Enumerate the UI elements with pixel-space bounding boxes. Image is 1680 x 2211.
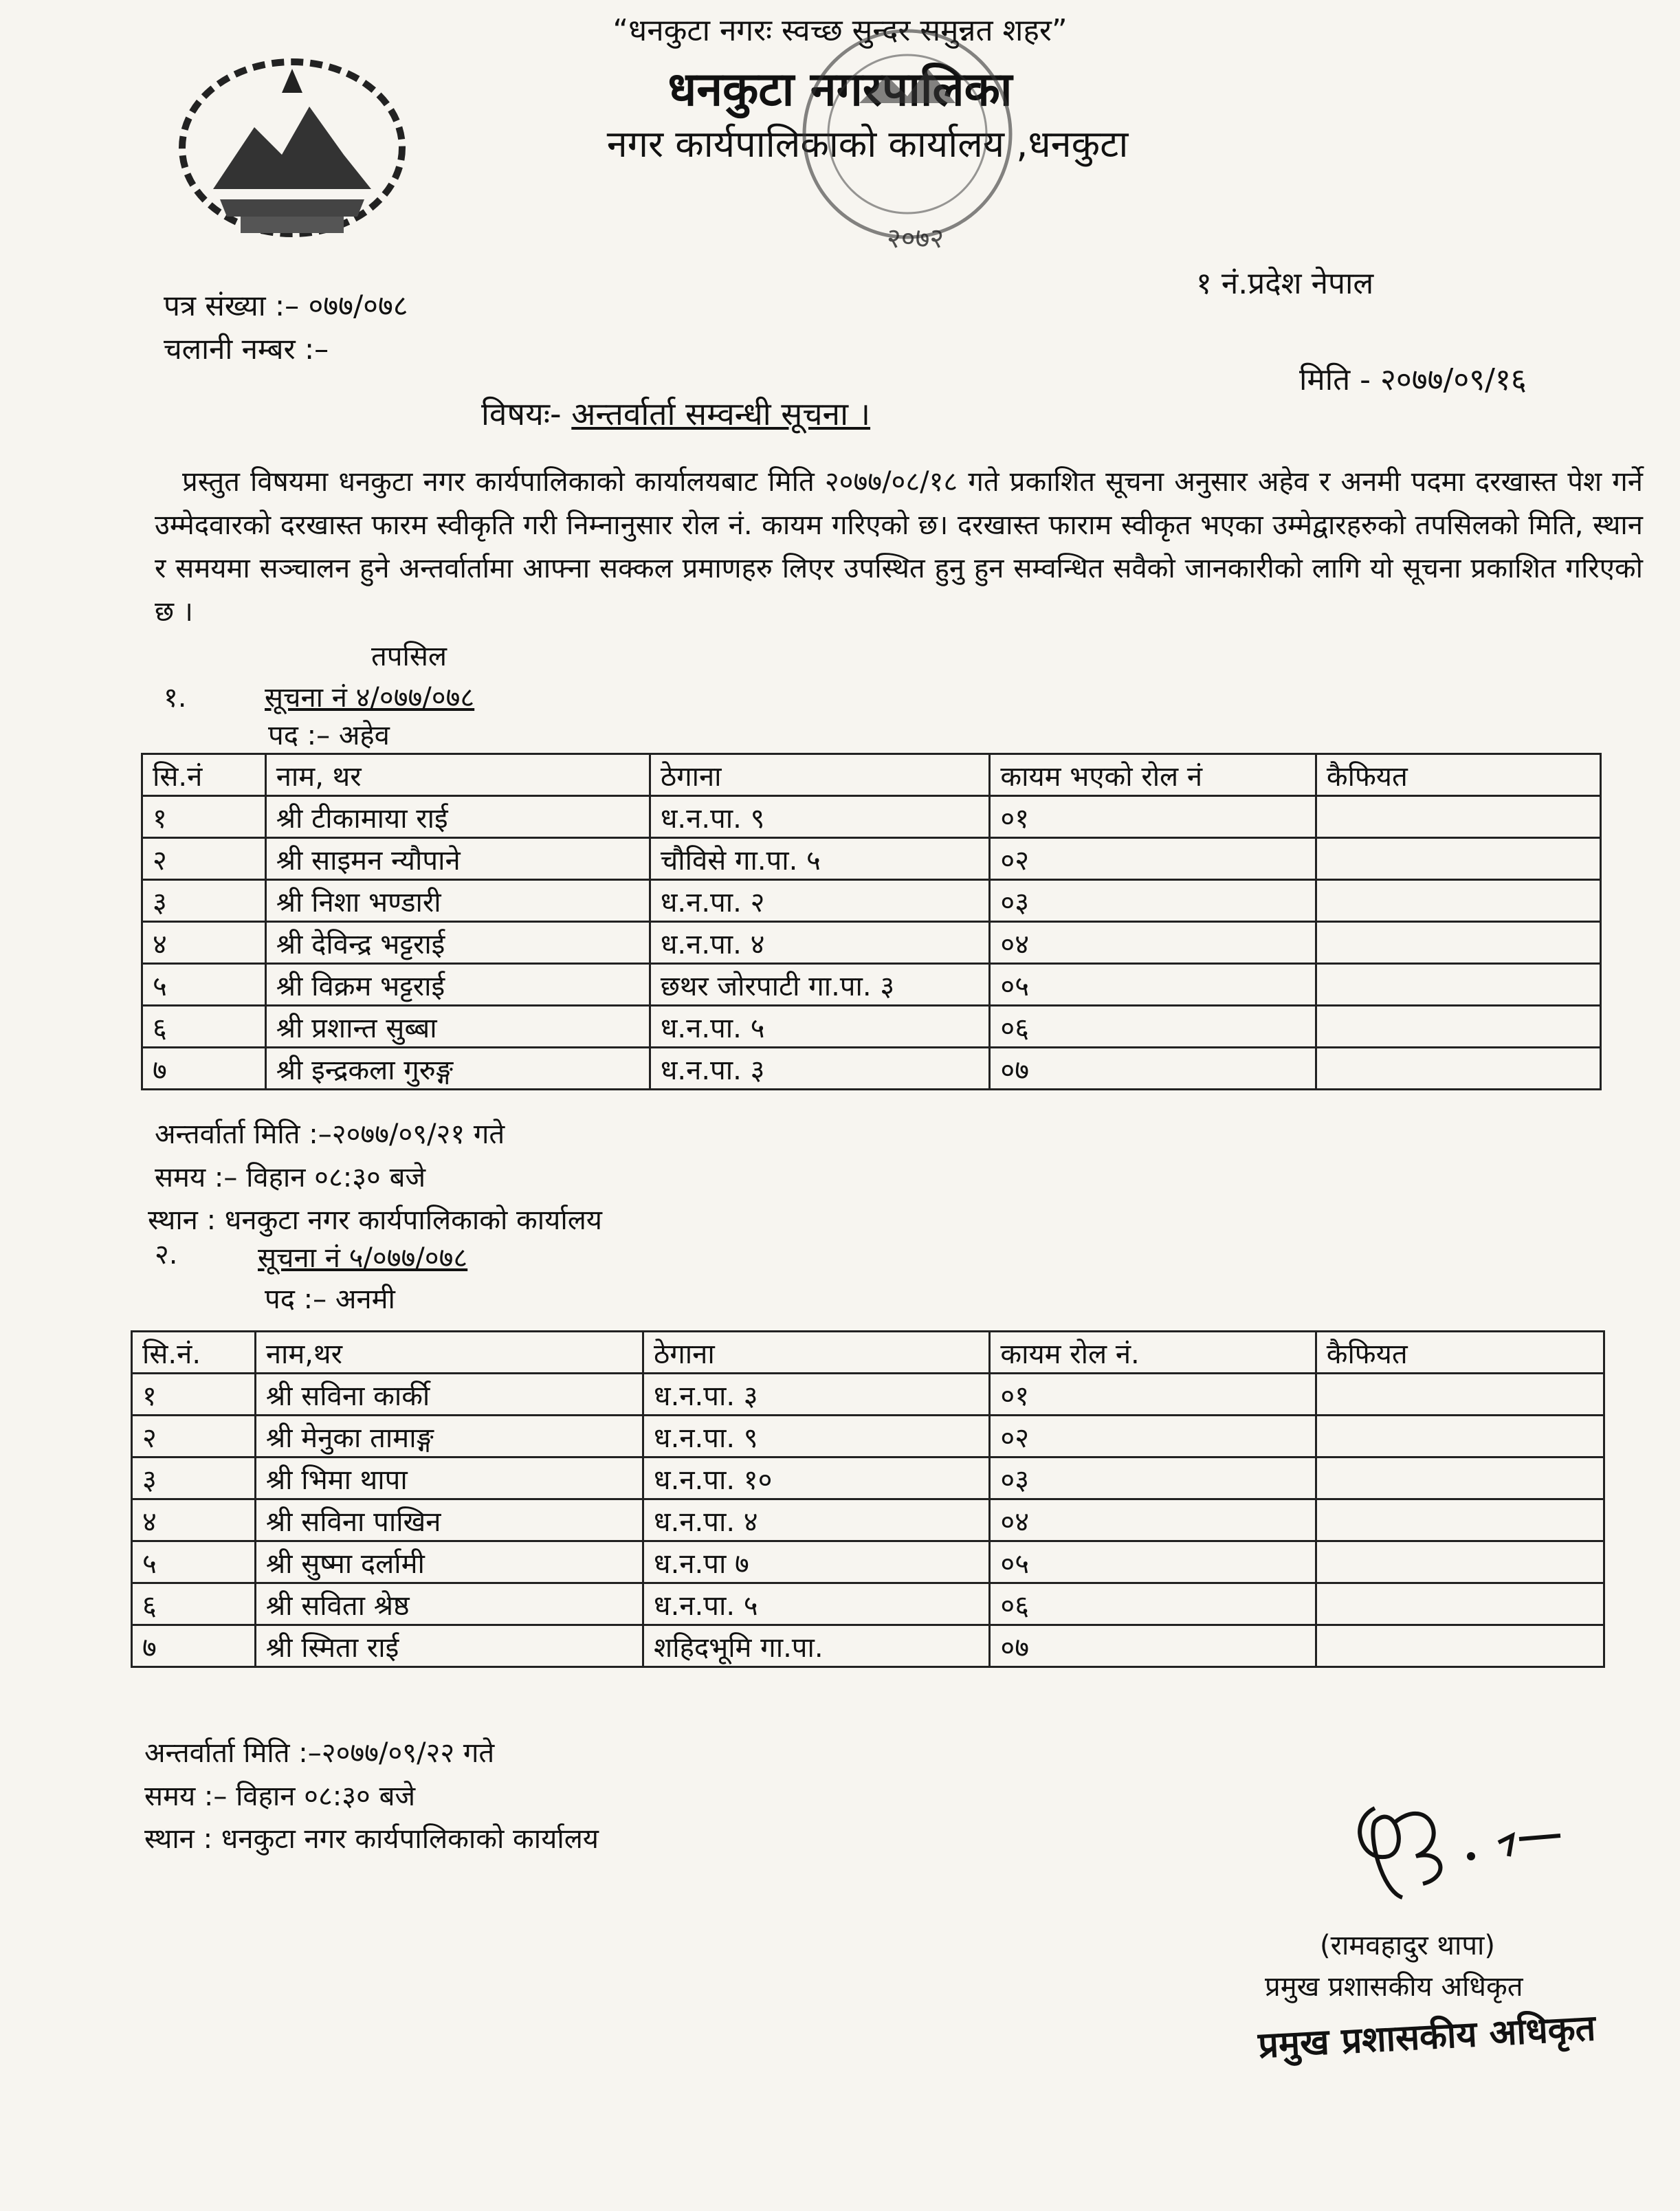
cell-remarks (1316, 922, 1600, 964)
table-row (142, 964, 1601, 1006)
cell-remarks (1316, 796, 1600, 838)
cell-address: ध.न.पा. ४ (650, 922, 990, 964)
post-label: पद :– अहेव (268, 720, 390, 751)
province-label: १ नं.प्रदेश नेपाल (1196, 266, 1374, 301)
section-number: २. (155, 1239, 178, 1270)
cell-remarks (1316, 1499, 1604, 1541)
cell-address: ध.न.पा. ३ (650, 1048, 990, 1090)
interview-time: समय :– विहान ०८:३० बजे (155, 1162, 426, 1194)
cell-name: श्री सविता श्रेष्ठ (255, 1583, 643, 1625)
cell-name: श्री सविना कार्की (255, 1374, 643, 1416)
cell-serial: १ (142, 796, 266, 838)
cell-serial: ४ (142, 922, 266, 964)
cell-name: श्री विक्रम भट्टराई (265, 964, 650, 1006)
table-header-row (132, 1332, 1604, 1374)
table-row (132, 1625, 1604, 1667)
cell-roll: ०७ (990, 1625, 1316, 1667)
cell-roll: ०४ (990, 1499, 1316, 1541)
cell-remarks (1316, 1583, 1604, 1625)
col-remarks: कैफियत (1316, 754, 1600, 796)
interview-date: अन्तर्वार्ता मिति :–२०७७/०९/२१ गते (155, 1119, 505, 1150)
candidates-table-1 (141, 753, 1602, 1090)
cell-address: ध.न.पा. ९ (650, 796, 990, 838)
cell-address: ध.न.पा. ५ (643, 1583, 990, 1625)
cell-serial: ५ (142, 964, 266, 1006)
cell-address: शहिदभूमि गा.पा. (643, 1625, 990, 1667)
table-row (142, 880, 1601, 922)
col-name: नाम, थर (265, 754, 650, 796)
interview-place: स्थान : धनकुटा नगर कार्यपालिकाको कार्यालय (144, 1823, 599, 1855)
table-row (132, 1583, 1604, 1625)
cell-name: श्री स्मिता राई (255, 1625, 643, 1667)
cell-serial: २ (132, 1416, 256, 1458)
notice-number: सूचना नं ४/०७७/०७८ (265, 682, 475, 714)
candidates-table-2 (131, 1330, 1605, 1668)
subject-text: अन्तर्वार्ता सम्वन्धी सूचना । (571, 395, 871, 432)
cell-address: ध.न.पा. ४ (643, 1499, 990, 1541)
slogan: “धनकुटा नगरः स्वच्छ सुन्दर समुन्नत शहर” (612, 13, 1068, 48)
cell-name: श्री निशा भण्डारी (265, 880, 650, 922)
cell-serial: १ (132, 1374, 256, 1416)
notice-number: सूचना नं ५/०७७/०७८ (258, 1242, 468, 1274)
cell-serial: २ (142, 838, 266, 880)
cell-remarks (1316, 1048, 1600, 1090)
subject-label: विषयः- (481, 395, 562, 432)
cell-remarks (1316, 1458, 1604, 1499)
table-row (132, 1374, 1604, 1416)
table-row (142, 1048, 1601, 1090)
cell-roll: ०१ (990, 1374, 1316, 1416)
col-name: नाम,थर (255, 1332, 643, 1374)
table-row (142, 1006, 1601, 1048)
signature (1334, 1781, 1567, 1918)
cell-remarks (1316, 1541, 1604, 1583)
table-row (132, 1458, 1604, 1499)
cell-remarks (1316, 1416, 1604, 1458)
cell-roll: ०५ (990, 964, 1316, 1006)
cell-address: ध.न.पा. २ (650, 880, 990, 922)
cell-remarks (1316, 838, 1600, 880)
table-row (142, 922, 1601, 964)
table-row (132, 1416, 1604, 1458)
cell-roll: ०२ (990, 838, 1316, 880)
col-serial: सि.नं (142, 754, 266, 796)
cell-roll: ०३ (990, 1458, 1316, 1499)
letter-date: मिति - २०७७/०९/१६ (1299, 362, 1527, 397)
body-paragraph: प्रस्तुत विषयमा धनकुटा नगर कार्यपालिकाको कार्यालयबाट मिति २०७७/०८/१८ गते प्रकाशित सूचना अनुसार अहेव र अनमी पदमा दरखास्त पेश गर्ने उम्मेदवारको दरखास्त फारम स्वीकृति गरी निम्नानुसार रोल नं. कायम गरिएको छ। दरखास्त फाराम स्वीकृत भएका उम्मेद्वारहरुको तपसिलको मिति, स्थान र समयमा सञ्चालन हुने अन्तर्वार्तामा आफ्ना सक्कल प्रमाणहरु लिएर उपस्थित हुनु हुन सम्वन्धित सवैको जानकारीको लागि यो सूचना प्रकाशित गरिएको छ । (155, 466, 1643, 628)
cell-remarks (1316, 880, 1600, 922)
col-address: ठेगाना (650, 754, 990, 796)
cell-remarks (1316, 1006, 1600, 1048)
cell-remarks (1316, 964, 1600, 1006)
cell-name: श्री सुष्मा दर्लामी (255, 1541, 643, 1583)
cell-roll: ०४ (990, 922, 1316, 964)
cell-address: ध.न.पा. १० (643, 1458, 990, 1499)
cell-address: ध.न.पा. ५ (650, 1006, 990, 1048)
table-header-row (142, 754, 1601, 796)
letter-number: पत्र संख्या :– ०७७/०७८ (164, 289, 408, 322)
office-name: धनकुटा नगरपालिका (667, 63, 1013, 117)
post-label: पद :– अनमी (265, 1284, 395, 1315)
tapasil-heading: तपसिल (371, 641, 447, 672)
cell-roll: ०३ (990, 880, 1316, 922)
cell-roll: ०७ (990, 1048, 1316, 1090)
svg-text:२०७२: २०७२ (887, 223, 944, 254)
dispatch-number: चलानी नम्बर :– (164, 332, 329, 366)
interview-place: स्थान : धनकुटा नगर कार्यपालिकाको कार्यालय (148, 1204, 603, 1236)
signatory-designation: प्रमुख प्रशासकीय अधिकृत (1265, 1971, 1523, 2003)
col-remarks: कैफियत (1316, 1332, 1604, 1374)
cell-serial: ६ (142, 1006, 266, 1048)
cell-serial: ७ (132, 1625, 256, 1667)
cell-roll: ०६ (990, 1006, 1316, 1048)
table-row (132, 1541, 1604, 1583)
cell-remarks (1316, 1625, 1604, 1667)
cell-serial: ५ (132, 1541, 256, 1583)
office-seal-stamp (777, 14, 1024, 275)
cell-serial: ४ (132, 1499, 256, 1541)
cell-serial: ७ (142, 1048, 266, 1090)
cell-name: श्री प्रशान्त सुब्बा (265, 1006, 650, 1048)
cell-name: श्री भिमा थापा (255, 1458, 643, 1499)
table-row (142, 796, 1601, 838)
cell-name: श्री साइमन न्यौपाने (265, 838, 650, 880)
subject-line (481, 392, 870, 434)
interview-date: अन्तर्वार्ता मिति :–२०७७/०९/२२ गते (144, 1737, 495, 1769)
cell-remarks (1316, 1374, 1604, 1416)
col-address: ठेगाना (643, 1332, 990, 1374)
cell-address: छथर जोरपाटी गा.पा. ३ (650, 964, 990, 1006)
section-number: १. (164, 682, 187, 714)
col-roll: कायम भएको रोल नं (990, 754, 1316, 796)
table-row (142, 838, 1601, 880)
cell-name: श्री इन्द्रकला गुरुङ्ग (265, 1048, 650, 1090)
cell-name: श्री टीकामाया राई (265, 796, 650, 838)
col-roll: कायम रोल नं. (990, 1332, 1316, 1374)
cell-serial: ३ (142, 880, 266, 922)
col-serial: सि.नं. (132, 1332, 256, 1374)
cell-name: श्री सविना पाखिन (255, 1499, 643, 1541)
cell-address: चौविसे गा.पा. ५ (650, 838, 990, 880)
table-row (132, 1499, 1604, 1541)
cell-serial: ३ (132, 1458, 256, 1499)
office-subtitle: नगर कार्यपालिकाको कार्यालय ,धनकुटा (606, 122, 1129, 166)
cell-address: ध.न.पा ७ (643, 1541, 990, 1583)
interview-time: समय :– विहान ०८:३० बजे (144, 1781, 416, 1812)
signatory-name: (रामवहादुर थापा) (1320, 1930, 1496, 1961)
cell-roll: ०२ (990, 1416, 1316, 1458)
cell-address: ध.न.पा. ९ (643, 1416, 990, 1458)
cell-roll: ०६ (990, 1583, 1316, 1625)
cell-roll: ०१ (990, 796, 1316, 838)
cell-roll: ०५ (990, 1541, 1316, 1583)
cell-serial: ६ (132, 1583, 256, 1625)
cell-address: ध.न.पा. ३ (643, 1374, 990, 1416)
cell-name: श्री देविन्द्र भट्टराई (265, 922, 650, 964)
designation-stamp: प्रमुख प्रशासकीय अधिकृत (1257, 2008, 1597, 2067)
cell-name: श्री मेनुका तामाङ्ग (255, 1416, 643, 1458)
